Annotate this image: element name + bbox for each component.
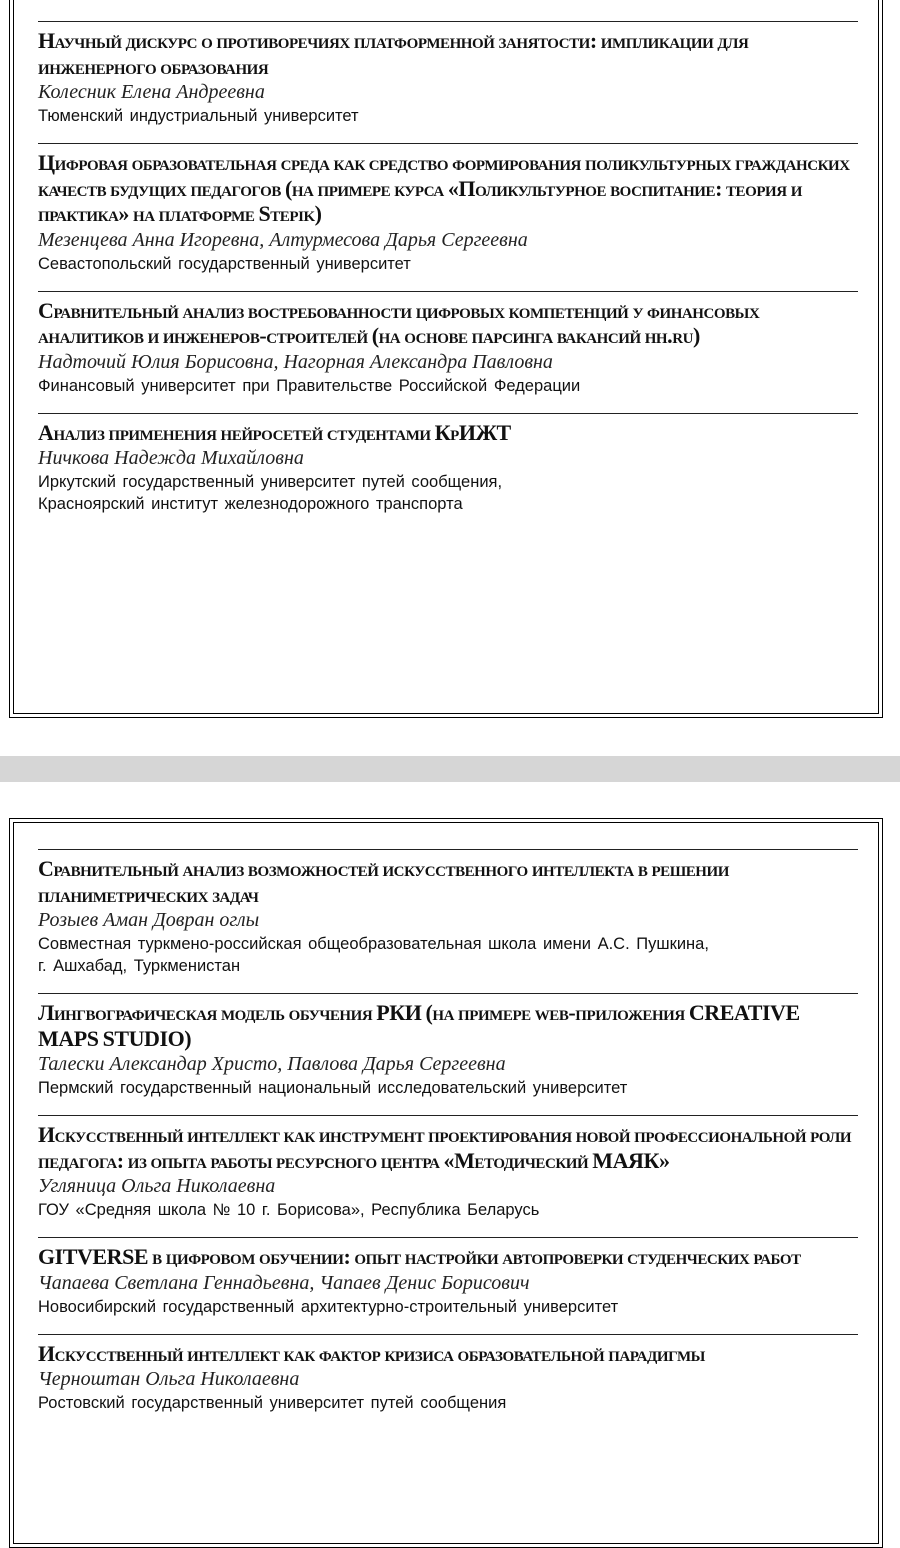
entry-authors: Надточий Юлия Борисовна, Нагорная Александра Павловна	[38, 350, 553, 373]
toc-entry	[38, 849, 858, 977]
entry-authors: Колесник Елена Андреевна	[38, 81, 265, 103]
entry-affiliation: Финансовый университет при Правительстве Российской Федерации	[38, 376, 581, 395]
entry-authors: Талески Александар Христо, Павлова Дарья Сергеевна	[38, 1053, 506, 1075]
entry-affiliation: Севастопольский государственный университет	[38, 254, 411, 273]
entry-affiliation: Иркутский государственный университет путей сообщения, Красноярский институт железнодорожного транспорта	[38, 473, 503, 513]
entry-title: Анализ применения нейросетей студентами КрИЖТ	[38, 419, 511, 445]
entry-title: GITVERSE в цифровом обучении: опыт настройки автопроверки студенческих работ	[38, 1244, 801, 1269]
document-page-1	[9, 0, 883, 718]
entry-affiliation: Пермский государственный национальный исследовательский университет	[38, 1079, 628, 1097]
entry-authors: Черноштан Ольга Николаевна	[38, 1368, 300, 1390]
toc-entry	[38, 413, 858, 516]
toc-entry	[38, 1237, 858, 1318]
toc-entry	[38, 1334, 858, 1415]
toc-entry	[38, 291, 858, 397]
entry-affiliation: Тюменский индустриальный университет	[38, 107, 359, 125]
toc-entry	[38, 143, 858, 275]
entry-title: Научный дискурс о противоречиях платформенной занятости: импликации для инженерного образования	[38, 28, 749, 79]
entry-authors: Мезенцева Анна Игоревна, Алтурмесова Дарья Сергеевна	[38, 228, 528, 251]
toc-entries-page-2	[38, 849, 858, 1414]
entry-authors: Ничкова Надежда Михайловна	[38, 447, 304, 469]
toc-entry	[38, 993, 858, 1099]
entry-title: Цифровая образовательная среда как средство формирования поликультурных гражданских качеств будущих педагогов (на примере курса «Поликультурное воспитание: теория и практика» на платформе Stepik)	[38, 150, 850, 226]
entry-title: Искусственный интеллект как фактор кризиса образовательной парадигмы	[38, 1340, 705, 1366]
entry-authors: Розыев Аман Довран оглы	[38, 909, 260, 931]
entry-authors: Угляница Ольга Николаевна	[38, 1175, 276, 1197]
toc-entries-page-1	[38, 21, 858, 515]
entry-affiliation: Ростовский государственный университет путей сообщения	[38, 1394, 507, 1412]
entry-title: Лингвографическая модель обучения РКИ (на примере web-приложения CREATIVE MAPS STUDIO)	[38, 1000, 800, 1051]
document-page-2	[9, 818, 883, 1548]
page-separator	[0, 756, 900, 782]
entry-affiliation: Новосибирский государственный архитектурно-строительный университет	[38, 1297, 619, 1316]
entry-title: Сравнительный анализ востребованности цифровых компетенций у финансовых аналитиков и инженеров-строителей (на основе парсинга вакансий hh.ru)	[38, 297, 760, 348]
entry-affiliation: Совместная туркмено-российская общеобразовательная школа имени А.С. Пушкина, г. Ашхабад, Туркменистан	[38, 935, 709, 975]
toc-entry	[38, 1115, 858, 1221]
entry-title: Искусственный интеллект как инструмент проектирования новой профессиональной роли педагога: из опыта работы ресурсного центра «Методический МАЯК»	[38, 1122, 852, 1173]
entry-title: Сравнительный анализ возможностей искусственного интеллекта в решении планиметрических задач	[38, 856, 729, 907]
toc-entry	[38, 21, 858, 127]
entry-affiliation: ГОУ «Средняя школа № 10 г. Борисова», Республика Беларусь	[38, 1201, 540, 1219]
entry-authors: Чапаева Светлана Геннадьевна, Чапаев Денис Борисович	[38, 1271, 530, 1294]
